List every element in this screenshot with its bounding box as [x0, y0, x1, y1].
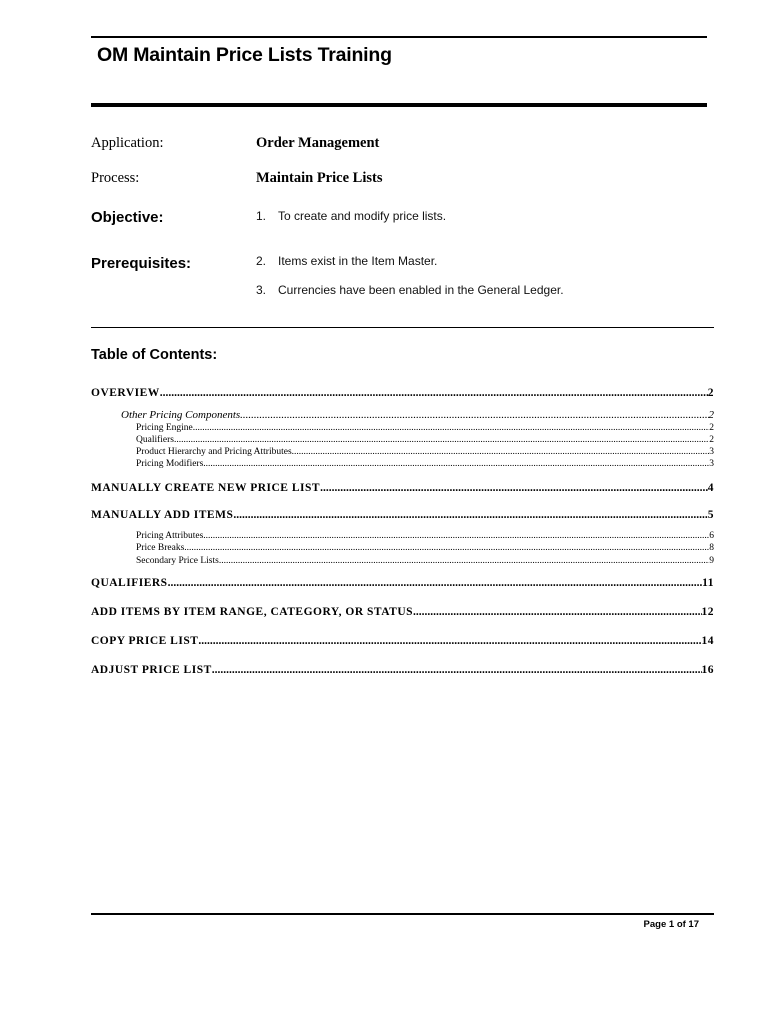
list-text: To create and modify price lists. — [278, 209, 447, 223]
process-value: Maintain Price Lists — [256, 170, 383, 186]
toc-entry-page: 2 — [707, 387, 714, 399]
toc-entry-page: 3 — [709, 447, 714, 457]
list-number: 3. — [256, 283, 267, 297]
toc-entry-title: Pricing Engine — [136, 423, 193, 433]
toc-entry-page: 9 — [709, 556, 714, 566]
toc-entry[interactable] — [136, 531, 714, 541]
header-bottom-rule — [91, 103, 707, 107]
footer-rule — [91, 913, 714, 915]
toc-entry-title: Product Hierarchy and Pricing Attributes — [136, 447, 292, 457]
toc-entry-page: 12 — [701, 606, 714, 618]
toc-entry-title: Other Pricing Components — [121, 409, 241, 421]
toc-entry[interactable] — [136, 459, 714, 469]
toc-entry[interactable] — [91, 606, 714, 618]
prerequisite-item — [256, 283, 564, 297]
toc-entry[interactable] — [136, 435, 714, 445]
toc-entry[interactable] — [136, 543, 714, 553]
toc-entry-page: 2 — [709, 435, 714, 445]
toc-dot-leader — [219, 556, 709, 566]
document-title: OM Maintain Price Lists Training — [97, 44, 392, 66]
list-text: Currencies have been enabled in the General Ledger. — [278, 283, 564, 297]
toc-dot-leader — [203, 531, 709, 541]
toc-dot-leader — [184, 543, 709, 553]
toc-dot-leader — [320, 482, 708, 494]
toc-dot-leader — [292, 447, 710, 457]
prerequisites-label: Prerequisites: — [91, 255, 192, 272]
toc-entry[interactable] — [136, 447, 714, 457]
toc-entry[interactable] — [91, 635, 714, 647]
toc-entry-title: ADJUST PRICE LIST — [91, 664, 212, 676]
toc-entry-title: MANUALLY CREATE NEW PRICE LIST — [91, 482, 321, 494]
toc-entry[interactable] — [136, 423, 714, 433]
toc-entry-title: Pricing Attributes — [136, 531, 204, 541]
toc-entry[interactable] — [91, 482, 714, 494]
toc-entry-page: 8 — [709, 543, 714, 553]
process-label: Process: — [91, 170, 140, 186]
objective-label: Objective: — [91, 209, 164, 226]
toc-dot-leader — [174, 435, 709, 445]
toc-entry[interactable] — [136, 556, 714, 566]
toc-entry-page: 2 — [708, 409, 714, 421]
toc-entry-page: 14 — [701, 635, 714, 647]
toc-entry-page: 2 — [709, 423, 714, 433]
toc-entry[interactable] — [121, 409, 714, 421]
toc-entry-title: ADD ITEMS BY ITEM RANGE, CATEGORY, OR STATUS — [91, 606, 414, 618]
toc-entry-title: Pricing Modifiers — [136, 459, 204, 469]
toc-entry-title: Price Breaks — [136, 543, 185, 553]
objective-item — [256, 209, 446, 223]
prerequisite-item — [256, 254, 437, 268]
application-label: Application: — [91, 135, 164, 151]
toc-dot-leader — [193, 423, 710, 433]
toc-entry-page: 16 — [701, 664, 714, 676]
toc-dot-leader — [168, 577, 703, 589]
list-text: Items exist in the Item Master. — [278, 254, 438, 268]
toc-entry[interactable] — [91, 664, 714, 676]
toc-entry[interactable] — [91, 387, 714, 399]
list-number: 1. — [256, 209, 267, 223]
toc-dot-leader — [240, 409, 708, 421]
toc-entry[interactable] — [91, 509, 714, 521]
toc-entry[interactable] — [91, 577, 714, 589]
page-number: Page 1 of 17 — [643, 919, 699, 930]
toc-entry-page: 6 — [709, 531, 714, 541]
toc-dot-leader — [212, 664, 702, 676]
toc-entry-title: COPY PRICE LIST — [91, 635, 199, 647]
toc-entry-page: 5 — [707, 509, 714, 521]
toc-heading: Table of Contents: — [91, 347, 218, 363]
toc-dot-leader — [233, 509, 707, 521]
toc-dot-leader — [203, 459, 709, 469]
toc-entry-page: 11 — [702, 577, 714, 589]
toc-dot-leader — [413, 606, 701, 618]
toc-entry-title: Secondary Price Lists — [136, 556, 219, 566]
application-value: Order Management — [256, 135, 380, 151]
toc-entry-title: QUALIFIERS — [91, 577, 168, 589]
header-top-rule — [91, 36, 707, 38]
toc-entry-page: 4 — [707, 482, 714, 494]
list-number: 2. — [256, 254, 267, 268]
toc-entry-title: OVERVIEW — [91, 387, 160, 399]
toc-dot-leader — [160, 387, 708, 399]
toc-entry-title: Qualifiers — [136, 435, 174, 445]
toc-entry-page: 3 — [709, 459, 714, 469]
toc-dot-leader — [198, 635, 701, 647]
toc-entry-title: MANUALLY ADD ITEMS — [91, 509, 234, 521]
section-divider — [91, 327, 714, 328]
